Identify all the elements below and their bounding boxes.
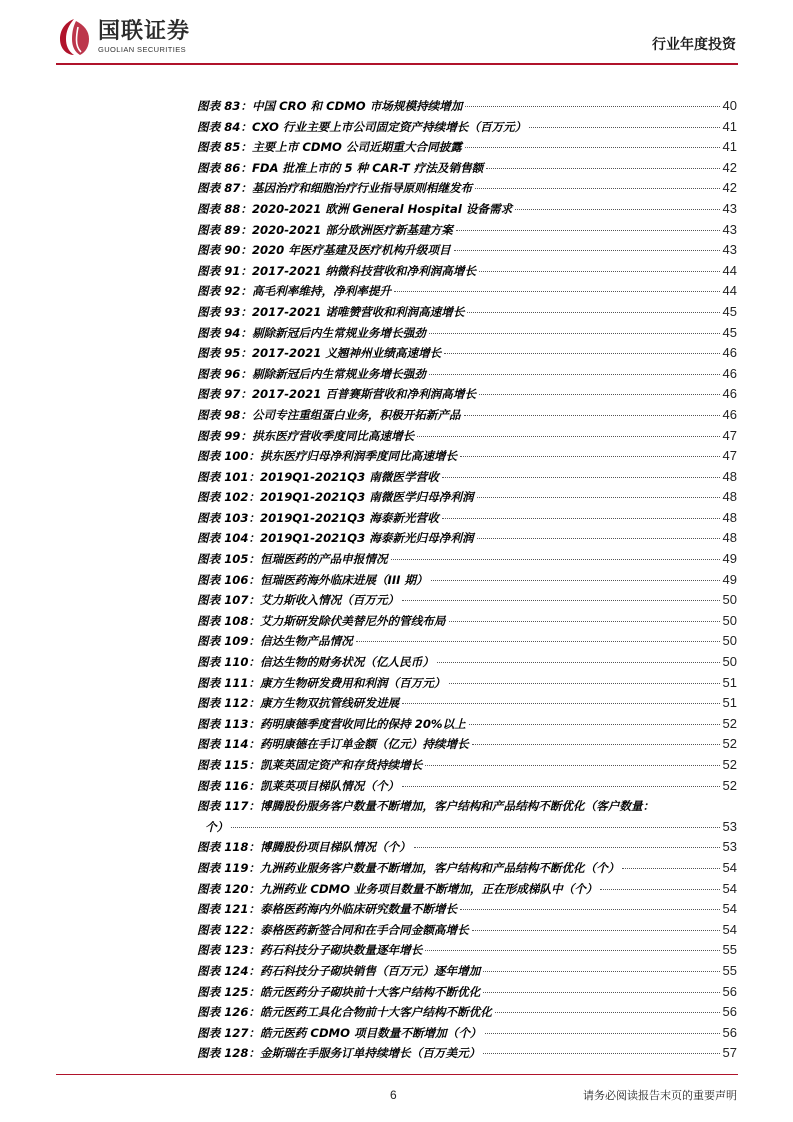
toc-entry-page: 42 [722,180,737,196]
toc-entry-page: 51 [722,695,737,711]
toc-entry-title: 图表 88：2020-2021 欧洲 General Hospital 设备需求 [197,201,513,216]
toc-entry[interactable] [197,261,737,282]
dot-leader [483,992,719,993]
dot-leader [475,188,719,189]
toc-entry-page: 51 [722,674,737,690]
dot-leader [442,477,720,478]
dot-leader [417,436,719,437]
toc-entry[interactable] [197,178,737,199]
toc-entry[interactable] [197,631,737,652]
toc-entry-page: 54 [722,880,737,896]
toc-entry-title: 图表 83：中国 CRO 和 CDMO 市场规模持续增加 [197,99,463,113]
toc-entry[interactable] [197,611,737,632]
toc-entry-page: 50 [722,654,737,670]
toc-entry-title: 图表 124：药石科技分子砌块销售（百万元）逐年增加 [197,963,481,978]
toc-entry[interactable] [197,508,737,529]
dot-leader [414,847,720,848]
toc-entry[interactable] [197,384,737,405]
toc-entry-page: 55 [722,962,737,978]
toc-entry[interactable] [197,528,737,549]
toc-entry-page: 50 [722,612,737,628]
toc-entry[interactable] [197,858,737,879]
toc-entry[interactable] [197,302,737,323]
dot-leader [477,538,720,539]
toc-entry-title: 图表 104：2019Q1-2021Q3 海泰新光归母净利润 [197,531,474,546]
toc-entry[interactable] [197,220,737,241]
dot-leader [479,394,719,395]
toc-entry-page: 46 [722,406,737,422]
toc-entry-page: 52 [722,757,737,772]
logo-chinese-name: 国联证券 [98,18,191,44]
toc-entry-page: 54 [722,859,737,875]
dot-leader [486,168,719,169]
toc-entry-title: 图表 108：艾力斯研发除伏美替尼外的管线布局 [197,613,446,628]
toc-entry-page: 54 [722,921,737,937]
page-number: 6 [390,1088,397,1102]
toc-entry-page: 46 [722,365,737,381]
toc-entry-title-continuation [197,817,737,838]
toc-entry-title: 图表 92：高毛利率维持，净利率提升 [197,284,392,299]
toc-entry-title: 图表 115：凯莱英固定资产和存货持续增长 [197,758,423,772]
dot-leader [402,600,719,601]
header-divider [56,63,738,65]
dot-leader [460,456,719,457]
toc-entry[interactable] [197,467,737,488]
toc-entry-page: 46 [722,386,737,402]
toc-entry[interactable] [197,1043,737,1064]
toc-entry-title: 图表 97：2017-2021 百普赛斯营收和净利润高增长 [197,387,477,402]
toc-entry-title: 图表 116：凯莱英项目梯队情况（个） [197,778,400,793]
toc-entry-title: 图表 128：金斯瑞在手服务订单持续增长（百万美元） [197,1046,481,1061]
toc-entry-page: 45 [722,303,737,319]
toc-entry-title: 图表 103：2019Q1-2021Q3 海泰新光营收 [197,510,439,525]
dot-leader [485,1033,720,1034]
toc-entry[interactable] [197,714,737,735]
toc-entry-page: 41 [722,139,737,155]
toc-entry-page: 48 [722,509,737,525]
toc-entry[interactable] [197,879,737,900]
toc-entry[interactable] [197,673,737,694]
toc-entry-title: 图表 100：拱东医疗归母净利润季度同比高速增长 [197,449,458,464]
toc-entry-page: 55 [722,942,737,958]
toc-entry-page: 43 [722,200,737,216]
dot-leader [425,765,719,766]
toc-entry-title: 图表 95：2017-2021 义翘神州业绩高速增长 [197,346,442,361]
toc-entry-title: 图表 96：剔除新冠后内生常规业务增长强劲 [197,366,426,381]
dot-leader [402,703,719,704]
toc-entry[interactable] [197,755,737,776]
dot-leader [429,333,720,334]
footer-divider [56,1074,738,1075]
toc-entry[interactable] [197,796,737,837]
toc-entry[interactable] [197,961,737,982]
logo-english-name: GUOLIAN SECURITIES [98,45,187,54]
company-logo [56,17,216,57]
toc-entry[interactable] [197,426,737,447]
toc-entry-title: 图表 89：2020-2021 部分欧洲医疗新基建方案 [197,222,453,237]
toc-entry-page: 44 [722,262,737,278]
dot-leader [495,1012,720,1013]
toc-entry-title: 图表 111：康方生物研发费用和利润（百万元） [197,675,446,690]
toc-entry-page: 42 [722,159,737,175]
toc-entry-title: 图表 84：CXO 行业主要上市公司固定资产持续增长（百万元） [197,119,527,134]
toc-entry[interactable] [197,281,737,302]
toc-entry[interactable] [197,117,737,138]
dot-leader [529,127,719,128]
dot-leader [231,827,719,828]
toc-entry-title: 图表 109：信达生物产品情况 [197,634,353,649]
toc-entry-title: 图表 106：恒瑞医药海外临床进展（III 期） [197,572,428,587]
toc-entry-page: 43 [722,242,737,258]
dot-leader [356,641,720,642]
dot-leader [479,271,719,272]
toc-entry-title: 图表 102：2019Q1-2021Q3 南微医学归母净利润 [197,490,474,505]
dot-leader [456,230,720,231]
toc-entry[interactable] [197,364,737,385]
toc-entry-page: 57 [722,1045,737,1061]
dot-leader [402,786,719,787]
dot-leader [425,950,719,951]
toc-entry-title: 图表 123：药石科技分子砌块数量逐年增长 [197,943,423,958]
toc-entry-page: 52 [722,715,737,731]
toc-entry-title: 图表 98：公司专注重组蛋白业务，积极开拓新产品 [197,407,461,422]
dot-leader [472,744,720,745]
toc-entry-title: 图表 119：九洲药业服务客户数量不断增加，客户结构和产品结构不断优化（个） [197,860,620,875]
footer-disclaimer: 请务必阅读报告末页的重要声明 [583,1089,737,1102]
toc-entry-page: 53 [722,818,737,834]
toc-entry[interactable] [197,405,737,426]
toc-entry[interactable] [197,446,737,467]
toc-entry-page: 48 [722,468,737,484]
toc-entry-page: 52 [722,777,737,793]
toc-entry[interactable] [197,776,737,797]
toc-entry[interactable] [197,199,737,220]
toc-entry-page: 45 [722,324,737,340]
toc-entry[interactable] [197,982,737,1003]
toc-entry-page: 50 [722,592,737,608]
dot-leader [467,312,719,313]
toc-entry-page: 48 [722,530,737,546]
toc-entry-title: 图表 125：皓元医药分子砌块前十大客户结构不断优化 [197,984,481,999]
dot-leader [442,518,720,519]
dot-leader [449,683,720,684]
toc-entry[interactable] [197,920,737,941]
page-header [0,0,793,72]
toc-entry-title: 图表 107：艾力斯收入情况（百万元） [197,593,400,608]
dot-leader [483,1053,719,1054]
toc-entry[interactable] [197,590,737,611]
dot-leader [464,415,720,416]
dot-leader [394,291,719,292]
toc-entry-page: 54 [722,901,737,917]
toc-entry[interactable] [197,549,737,570]
dot-leader [600,889,719,890]
dot-leader [472,930,720,931]
dot-leader [454,250,720,251]
toc-entry[interactable] [197,1002,737,1023]
dot-leader [431,580,720,581]
toc-entry[interactable] [197,652,737,673]
toc-entry-title: 图表 118：博腾股份项目梯队情况（个） [197,840,411,855]
toc-entry-title: 图表 101：2019Q1-2021Q3 南微医学营收 [197,469,439,484]
toc-entry-page: 56 [722,1024,737,1040]
toc-entry-page: 50 [722,633,737,649]
toc-entry-page: 48 [722,489,737,505]
toc-entry-page: 56 [722,983,737,999]
toc-entry-title: 图表 110：信达生物的财务状况（亿人民币） [197,655,434,670]
dot-leader [465,147,720,148]
toc-entry-page: 41 [722,118,737,134]
document-type-label: 行业年度投资 [652,37,736,53]
toc-entry-page: 40 [722,98,737,113]
toc-entry-title: 图表 93：2017-2021 诺唯赞营收和利润高速增长 [197,304,465,319]
toc-entry-title: 图表 86：FDA 批准上市的 5 种 CAR-T 疗法及销售额 [197,160,484,175]
dot-leader [391,559,720,560]
toc-entry-title: 图表 94：剔除新冠后内生常规业务增长强劲 [197,325,426,340]
toc-entry-title: 图表 114：药明康德在手订单金额（亿元）持续增长 [197,737,469,752]
dot-leader [469,724,720,725]
toc-entry-page: 53 [722,839,737,855]
dot-leader [437,662,720,663]
toc-entry-page: 56 [722,1004,737,1020]
figure-index-list [197,96,737,1064]
dot-leader [429,374,720,375]
toc-entry-page: 49 [722,551,737,567]
toc-entry-page: 47 [722,427,737,443]
toc-entry[interactable] [197,570,737,591]
toc-entry[interactable] [197,323,737,344]
dot-leader [449,621,720,622]
toc-entry[interactable] [197,96,737,117]
toc-entry[interactable] [197,899,737,920]
toc-entry-title: 图表 121：泰格医药海内外临床研究数量不断增长 [197,902,458,917]
toc-entry-title: 图表 120：九洲药业 CDMO 业务项目数量不断增加，正在形成梯队中（个） [197,881,598,896]
toc-entry[interactable] [197,487,737,508]
toc-entry-page: 44 [722,283,737,299]
toc-entry[interactable] [197,343,737,364]
dot-leader [444,353,719,354]
toc-entry-title: 图表 122：泰格医药新签合同和在手合同金额高增长 [197,922,469,937]
dot-leader [460,909,719,910]
toc-entry[interactable] [197,137,737,158]
dot-leader [622,868,719,869]
toc-entry-title: 图表 127：皓元医药 CDMO 项目数量不断增加（个） [197,1025,482,1040]
toc-entry[interactable] [197,940,737,961]
guolian-logo-icon [56,17,92,57]
toc-entry-title: 图表 112：康方生物双抗管线研发进展 [197,696,400,711]
toc-entry[interactable] [197,158,737,179]
toc-entry-page: 52 [722,736,737,752]
toc-entry[interactable] [197,734,737,755]
toc-entry-title: 图表 126：皓元医药工具化合物前十大客户结构不断优化 [197,1005,492,1020]
toc-entry[interactable] [197,837,737,858]
dot-leader [515,209,719,210]
toc-entry-title: 图表 85：主要上市 CDMO 公司近期重大合同披露 [197,140,462,155]
dot-leader [465,106,719,107]
toc-entry-title: 图表 91：2017-2021 纳微科技营收和净利润高增长 [197,263,477,278]
toc-entry[interactable] [197,240,737,261]
toc-entry-title: 图表 113：药明康德季度营收同比的保持 20%以上 [197,716,466,731]
toc-entry-title: 图表 87：基因治疗和细胞治疗行业指导原则相继发布 [197,181,473,196]
dot-leader [483,971,719,972]
toc-entry-page: 47 [722,448,737,464]
toc-entry-title-cont-text: 个） [205,819,229,834]
dot-leader [477,497,720,498]
toc-entry[interactable] [197,1023,737,1044]
toc-entry-page: 49 [722,571,737,587]
toc-entry-title: 图表 90：2020 年医疗基建及医疗机构升级项目 [197,243,451,258]
toc-entry-title: 图表 105：恒瑞医药的产品申报情况 [197,552,388,567]
toc-entry-title: 图表 117：博腾股份服务客户数量不断增加，客户结构和产品结构不断优化（客户数量： [197,799,655,814]
toc-entry[interactable] [197,693,737,714]
toc-entry-page: 46 [722,345,737,361]
toc-entry-title: 图表 99：拱东医疗营收季度同比高速增长 [197,428,415,443]
toc-entry-page: 43 [722,221,737,237]
